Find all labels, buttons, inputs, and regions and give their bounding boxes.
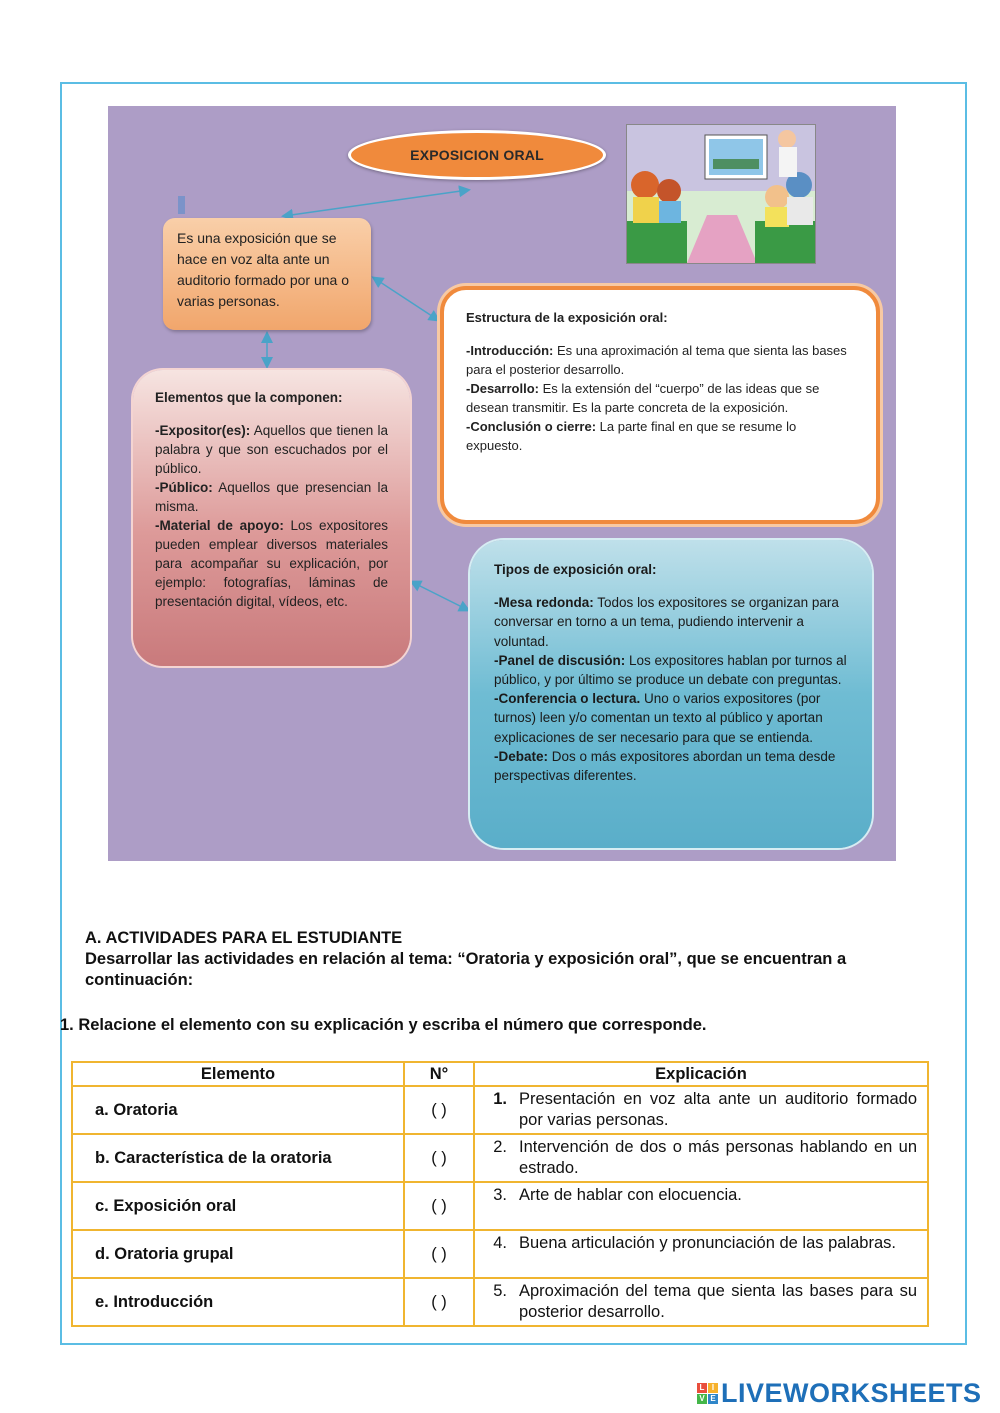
structure-heading: Estructura de la exposición oral: — [466, 310, 668, 325]
elements-item-material: -Material de apoyo: Los expositores pueden emplear diversos materiales para acompañar su explicación, por ejemplo: fotografías, láminas de presentación digital, vídeos, etc. — [155, 518, 388, 609]
explanation-cell — [474, 1134, 928, 1182]
structure-item-conclusion: -Conclusión o cierre: La parte final en que se resume lo expuesto. — [466, 419, 797, 453]
table-header-row — [72, 1062, 928, 1086]
element-cell: c. Exposición oral — [72, 1182, 404, 1230]
element-cell: a. Oratoria — [72, 1086, 404, 1134]
table-row — [72, 1278, 928, 1326]
types-item-mesa-redonda: -Mesa redonda: Todos los expositores se organizan para conversar en torno a un tema, pudiendo intervenir a voluntad. — [494, 595, 839, 649]
answer-blank[interactable]: ( ) — [404, 1134, 474, 1182]
explanation-number: 5. — [493, 1282, 507, 1300]
arrow-definition-structure — [374, 278, 438, 320]
structure-item-introduccion: -Introducción: Es una aproximación al tema que sienta las bases para el posterior desarrollo. — [466, 343, 847, 377]
explanation-number: 4. — [493, 1234, 507, 1252]
types-box — [470, 540, 872, 848]
explanation-number: 1. — [493, 1090, 507, 1108]
explanation-cell — [474, 1182, 928, 1230]
header-elemento: Elemento — [72, 1062, 404, 1086]
structure-box — [440, 286, 880, 524]
header-numero: N° — [404, 1062, 474, 1086]
types-item-conferencia: -Conferencia o lectura. Uno o varios expositores (por turnos) leen y/o comentan un texto al público y aportan explicaciones de ser necesario para que se entienda. — [494, 691, 823, 745]
logo-text: LIVEWORKSHEETS — [721, 1377, 982, 1408]
header-explicacion: Explicación — [474, 1062, 928, 1086]
types-heading: Tipos de exposición oral: — [494, 562, 657, 577]
explanation-text: Presentación en voz alta ante un auditorio formado por varias personas. — [519, 1090, 917, 1129]
logo-mark-letter: L — [697, 1383, 707, 1393]
types-item-debate: -Debate: Dos o más expositores abordan un tema desde perspectivas diferentes. — [494, 748, 836, 784]
answer-blank[interactable]: ( ) — [404, 1182, 474, 1230]
activities-section — [85, 928, 955, 991]
logo-mark-letter: E — [708, 1394, 718, 1404]
classroom-illustration — [626, 124, 816, 264]
instruction: 1. Relacione el elemento con su explicación y escriba el número que corresponde. — [60, 1016, 707, 1034]
concept-map — [108, 106, 896, 861]
elements-heading: Elementos que la componen: — [155, 390, 343, 405]
arrow-title-definition — [284, 190, 468, 216]
table-row — [72, 1086, 928, 1134]
definition-box — [163, 218, 371, 330]
elements-box — [133, 370, 410, 666]
explanation-cell — [474, 1230, 928, 1278]
logo-mark-letter: I — [708, 1383, 718, 1393]
section-subtitle: Desarrollar las actividades en relación al tema: “Oratoria y exposición oral”, que se encuentran a continuación: — [85, 950, 847, 989]
element-cell: d. Oratoria grupal — [72, 1230, 404, 1278]
types-item-panel: -Panel de discusión: Los expositores hablan por turnos al público, y por último se produce un debate con preguntas. — [494, 652, 847, 688]
explanation-text: Aproximación del tema que sienta las bases para su posterior desarrollo. — [519, 1282, 917, 1321]
elements-item-publico: -Público: Aquellos que presencian la misma. — [155, 480, 388, 514]
explanation-text: Intervención de dos o más personas hablando en un estrado. — [519, 1138, 917, 1177]
explanation-cell — [474, 1278, 928, 1326]
liveworksheets-logo — [697, 1378, 982, 1408]
matching-table — [71, 1061, 929, 1327]
answer-blank[interactable]: ( ) — [404, 1278, 474, 1326]
table-row — [72, 1182, 928, 1230]
logo-mark-letter: V — [697, 1394, 707, 1404]
explanation-number: 3. — [493, 1186, 507, 1204]
definition-text: Es una exposición que se hace en voz alta ante un auditorio formado por una o varias personas. — [177, 230, 349, 309]
elements-item-expositor: -Expositor(es): Aquellos que tienen la palabra y que son escuchados por el público. — [155, 423, 388, 476]
explanation-cell — [474, 1086, 928, 1134]
table-row — [72, 1230, 928, 1278]
section-title: A. ACTIVIDADES PARA EL ESTUDIANTE — [85, 929, 403, 947]
table-row — [72, 1134, 928, 1182]
decorative-marker — [178, 196, 185, 214]
answer-blank[interactable]: ( ) — [404, 1086, 474, 1134]
explanation-number: 2. — [493, 1138, 507, 1156]
answer-blank[interactable]: ( ) — [404, 1230, 474, 1278]
explanation-text: Buena articulación y pronunciación de las palabras. — [519, 1234, 896, 1252]
arrow-elements-types — [412, 582, 468, 610]
element-cell: b. Característica de la oratoria — [72, 1134, 404, 1182]
structure-item-desarrollo: -Desarrollo: Es la extensión del “cuerpo” de las ideas que se desean transmitir. Es la parte concreta de la exposición. — [466, 381, 820, 415]
explanation-text: Arte de hablar con elocuencia. — [519, 1186, 742, 1204]
element-cell: e. Introducción — [72, 1278, 404, 1326]
logo-mark-icon — [697, 1383, 718, 1404]
diagram-title: EXPOSICION ORAL — [348, 130, 606, 180]
